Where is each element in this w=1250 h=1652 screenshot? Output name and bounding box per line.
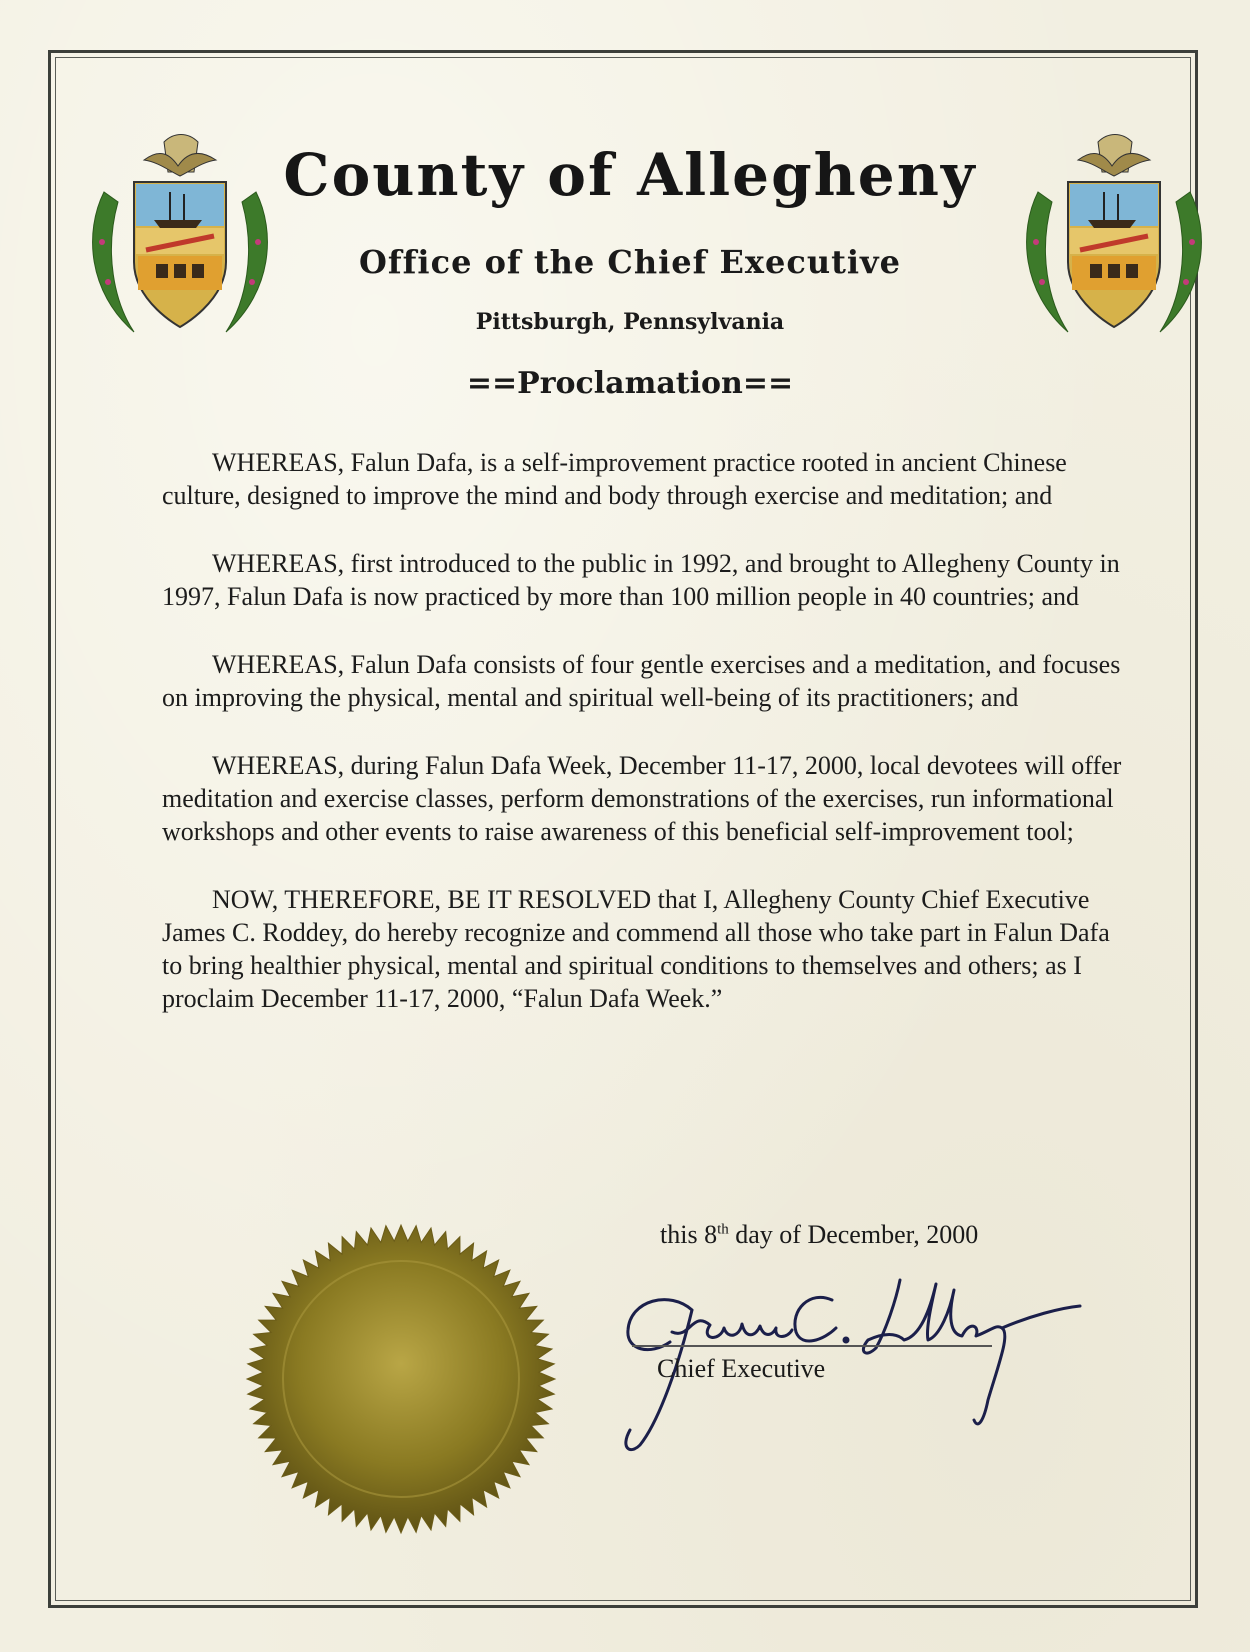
gold-seal-icon — [244, 1222, 558, 1536]
paragraph: WHEREAS, Falun Dafa, is a self-improvement practice rooted in ancient Chinese culture, designed to improve the mind and body through exercise and meditation; and — [162, 448, 1067, 510]
paragraph: WHEREAS, during Falun Dafa Week, December 11-17, 2000, local devotees will offer meditation and exercise classes, perform demonstrations of the exercises, run informational workshops and other events to raise awareness of this beneficial self-improvement tool; — [162, 751, 1122, 846]
page-title: County of Allegheny — [283, 141, 977, 209]
signature-line — [632, 1345, 992, 1347]
paragraph: WHEREAS, Falun Dafa consists of four gentle exercises and a meditation, and focuses on improving the physical, mental and spiritual well-being of its practitioners; and — [162, 650, 1121, 712]
date-rest: day of December, 2000 — [728, 1220, 979, 1249]
signer-title: Chief Executive — [657, 1354, 826, 1383]
date-prefix: this 8 — [660, 1220, 718, 1249]
coat-of-arms-right-icon — [1008, 132, 1220, 350]
city-line: Pittsburgh, Pennsylvania — [475, 309, 785, 335]
office-subtitle: Office of the Chief Executive — [359, 243, 901, 281]
proclamation-body — [162, 446, 1132, 1050]
paragraph: WHEREAS, first introduced to the public in 1992, and brought to Allegheny County in 1997, Falun Dafa is now practiced by more than 100 million people in 40 countries; and — [162, 549, 1120, 611]
proclamation-heading: ==Proclamation== — [466, 366, 794, 401]
date-line — [660, 1218, 1120, 1252]
date-ordinal: th — [717, 1221, 729, 1238]
paragraph: NOW, THEREFORE, BE IT RESOLVED that I, Allegheny County Chief Executive James C. Roddey, do hereby recognize and commend all those who take part in Falun Dafa to bring healthier physical, mental and spiritual conditions to themselves and others; as I proclaim December 11-17, 2000, “Falun Dafa Week.” — [162, 885, 1110, 1013]
